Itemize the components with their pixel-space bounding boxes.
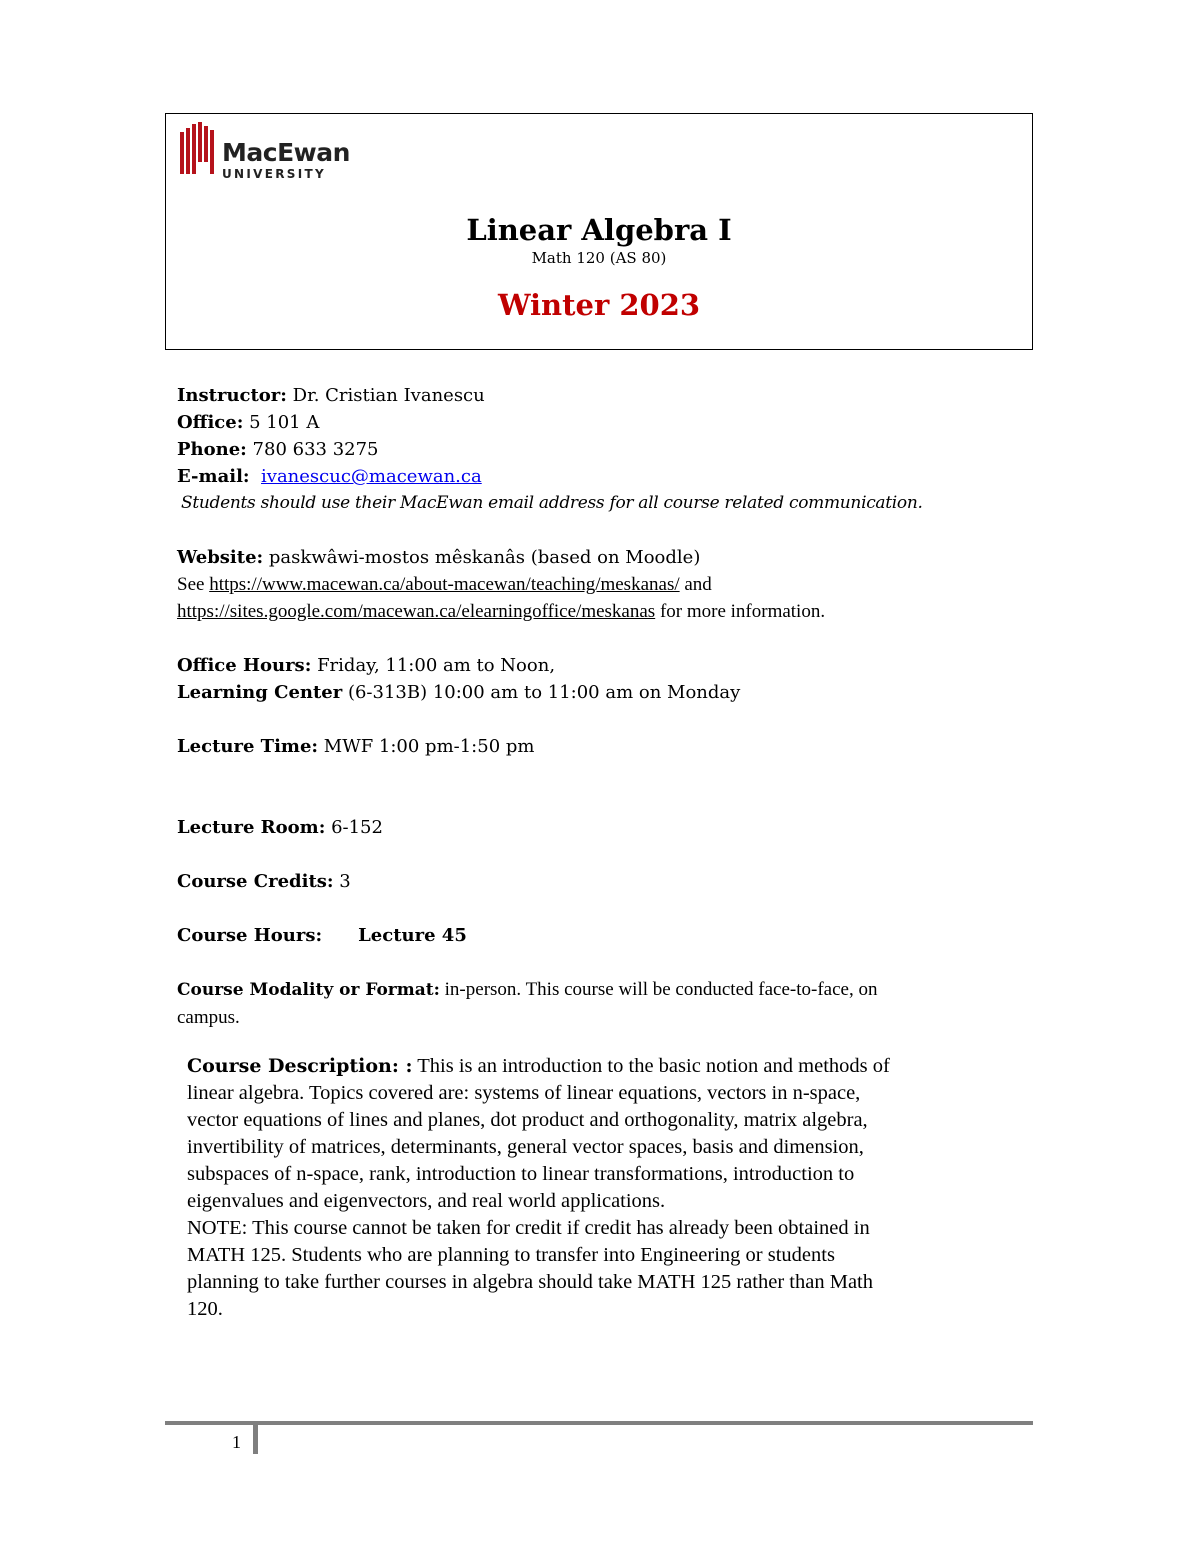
modality-value: in-person. This course will be conducted face-to-face, on (439, 979, 878, 1000)
lecture-time-value: MWF 1:00 pm-1:50 pm (318, 736, 535, 757)
meskanas-link[interactable]: https://www.macewan.ca/about-macewan/teaching/meskanas/ (209, 574, 680, 595)
phone-value: 780 633 3275 (246, 439, 379, 460)
website-value: paskwâwi-mostos mêskanâs (based on Moodle) (263, 547, 701, 568)
description-line: subspaces of n-space, rank, introduction to linear transformations, introduction to (187, 1163, 855, 1185)
office-label: Office: (177, 412, 244, 433)
modality-label: Course Modality or Format: (177, 980, 440, 1000)
course-code: Math 120 (AS 80) (531, 249, 667, 267)
macewan-logo-mark-icon (180, 122, 214, 174)
description-line: invertibility of matrices, determinants, general vector spaces, basis and dimension, (187, 1136, 864, 1158)
course-term: Winter 2023 (497, 288, 701, 322)
lecture-room-line (177, 814, 1037, 841)
website-label: Website: (177, 547, 264, 568)
modality-line-2: campus. (177, 1007, 240, 1028)
office-hours-value: Friday, 11:00 am to Noon, (311, 655, 556, 676)
macewan-logo (180, 122, 350, 182)
description-line: planning to take further courses in algebra should take MATH 125 rather than Math (187, 1271, 873, 1293)
header-box (165, 113, 1033, 350)
footer-rule (165, 1421, 1033, 1425)
office-hours-label: Office Hours: (177, 655, 312, 676)
page-number: 1 (232, 1432, 241, 1452)
description-first-line (187, 1053, 1017, 1080)
email-line (177, 463, 1037, 490)
description-line: linear algebra. Topics covered are: systems of linear equations, vectors in n-space, (187, 1082, 861, 1104)
credits-label: Course Credits: (177, 871, 334, 892)
office-value: 5 101 A (243, 412, 320, 433)
lecture-room-value: 6-152 (325, 817, 383, 838)
footer-bar (253, 1424, 258, 1454)
description-line: NOTE: This course cannot be taken for credit if credit has already been obtained in (187, 1217, 870, 1239)
learning-center-value: (6-313B) 10:00 am to 11:00 am on Monday (342, 682, 741, 703)
modality-line (177, 976, 1037, 1004)
instructor-line (177, 382, 1037, 409)
description-line: 120. (187, 1298, 223, 1320)
hours-value: Lecture 45 (358, 925, 467, 946)
credits-line (177, 868, 1037, 895)
phone-line (177, 436, 1037, 463)
lecture-room-label: Lecture Room: (177, 817, 326, 838)
description-first-line-text: This is an introduction to the basic notion and methods of (412, 1055, 890, 1077)
email-link[interactable]: ivanescuc@macewan.ca (261, 466, 482, 487)
more-info-text: for more information. (655, 601, 826, 622)
website-line (177, 544, 1037, 571)
learning-center-label: Learning Center (177, 682, 343, 703)
hours-line (177, 922, 1037, 949)
description-line: vector equations of lines and planes, dot product and orthogonality, matrix algebra, (187, 1109, 868, 1131)
lecture-time-label: Lecture Time: (177, 736, 319, 757)
learning-center-line (177, 679, 1037, 706)
google-sites-line (177, 598, 1037, 625)
logo-subtext: UNIVERSITY (222, 167, 326, 181)
course-title: Linear Algebra I (466, 213, 732, 247)
description-label: Course Description: : (187, 1055, 413, 1077)
office-hours-line (177, 652, 1037, 679)
description-line: MATH 125. Students who are planning to transfer into Engineering or students (187, 1244, 835, 1266)
office-line (177, 409, 1037, 436)
see-prefix: See (177, 574, 210, 595)
hours-label: Course Hours: (177, 925, 323, 946)
lecture-time-line (177, 733, 1037, 760)
see-line (177, 571, 1037, 598)
credits-value: 3 (333, 871, 351, 892)
instructor-label: Instructor: (177, 385, 287, 406)
email-label: E-mail: (177, 466, 250, 487)
course-info (177, 382, 1037, 1031)
email-note: Students should use their MacEwan email address for all course related communication. (181, 493, 923, 513)
logo-name: MacEwan (222, 138, 350, 167)
elearning-link[interactable]: https://sites.google.com/macewan.ca/elearningoffice/meskanas (177, 601, 656, 622)
description-line: eigenvalues and eigenvectors, and real world applications. (187, 1190, 666, 1212)
instructor-value: Dr. Cristian Ivanescu (286, 385, 485, 406)
and-text: and (679, 574, 712, 595)
course-description (187, 1053, 1017, 1323)
phone-label: Phone: (177, 439, 247, 460)
